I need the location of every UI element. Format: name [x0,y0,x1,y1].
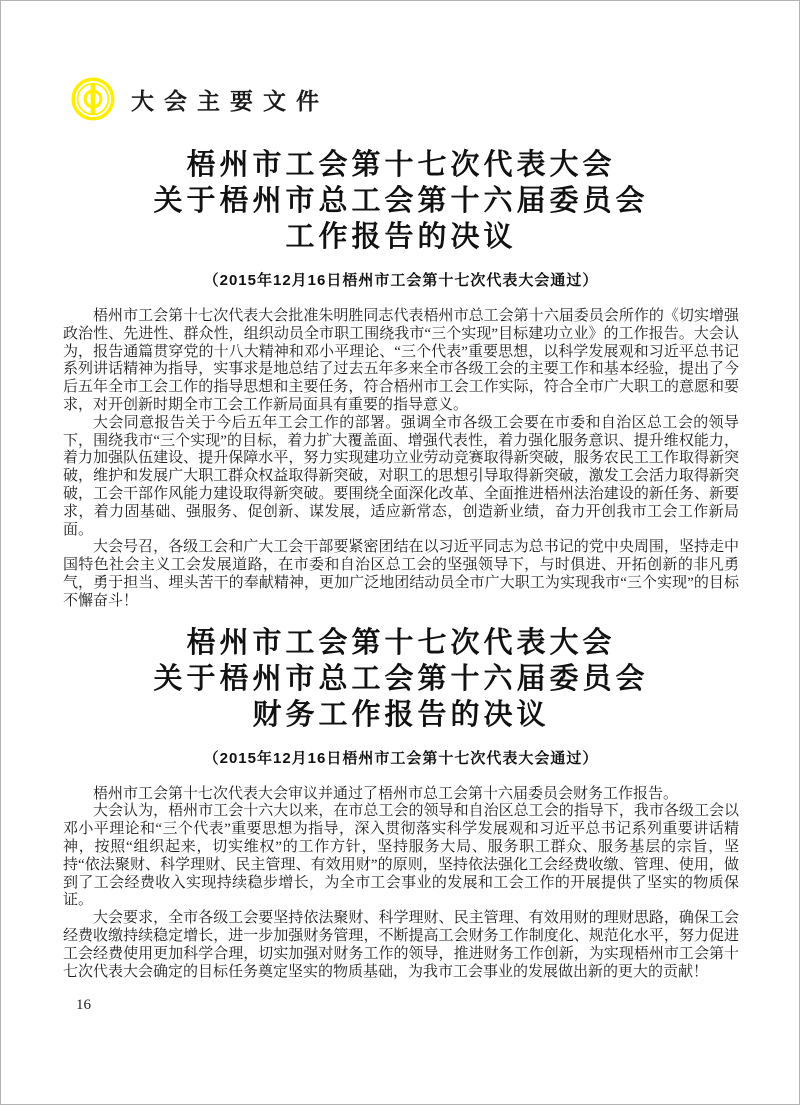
doc1-date-line: （2015年12月16日梧州市工会第十七次代表大会通过） [203,272,599,289]
page-number: 16 [76,997,91,1014]
doc2-paragraph-2: 大会认为，梧州市工会十六大以来，在市总工会的领导和自治区总工会的指导下，我市各级工会以邓小平理论和“三个代表”重要思想为指导，深入贯彻落实科学发展观和习近平总书记系列重要讲话精神，按照“组织起来，切实维权”的工作方针，坚持服务大局、服务职工群众、服务基层的宗旨，坚持“依法聚财、科学理财、民主管理、有效用财”的原则，坚持依法强化工会经费收缴、管理、使用，做到了工会经费收入实现持续稳步增长，为全市工会事业的发展和工会工作的开展提供了坚实的物质保证。 [63,803,739,909]
doc1-paragraph-3: 大会号召，各级工会和广大工会干部要紧密团结在以习近平同志为总书记的党中央周围，坚持走中国特色社会主义工会发展道路，在市委和自治区总工会的坚强领导下，与时俱进、开拓创新的非凡勇气，勇于担当、埋头苦干的奉献精神，更加广泛地团结动员全市广大职工为实现我市“三个实现”的目标不懈奋斗！ [63,539,739,609]
doc2-date-line: （2015年12月16日梧州市工会第十七次代表大会通过） [203,749,599,767]
doc1-title [63,147,739,255]
doc1-paragraph-1: 梧州市工会第十七次代表大会批准朱明胜同志代表梧州市总工会第十六届委员会所作的《切实增强政治性、先进性、群众性，组织动员全市职工围绕我市“三个实现”目标建功立业》的工作报告。大会认为，报告通篇贯穿党的十八大精神和邓小平理论、“三个代表”重要思想，以科学发展观和习近平总书记系列讲话精神为指导，实事求是地总结了过去五年多来全市各级工会的主要工作和基本经验，提出了今后五年全市工会工作的指导思想和主要任务，符合梧州市工会工作实际，符合全市广大职工的意愿和要求，对开创新时期全市工会工作新局面具有重要的指导意义。 [63,308,739,413]
page-header [71,77,329,121]
trade-union-emblem-icon [71,77,115,121]
doc1-title-line-3: 工作报告的决议 [285,221,517,253]
resolution-doc-finance-report [63,625,739,982]
doc2-body [63,786,739,982]
doc1-title-line-1: 梧州市工会第十七次代表大会 [186,149,616,181]
doc2-title [63,625,739,733]
doc2-title-line-2: 关于梧州市总工会第十六届委员会 [153,662,649,695]
doc2-title-line-3: 财务工作报告的决议 [252,698,550,731]
doc2-paragraph-1: 梧州市工会第十七次代表大会审议并通过了梧州市总工会第十六届委员会财务工作报告。 [93,785,679,802]
doc1-title-line-2: 关于梧州市总工会第十六届委员会 [153,185,649,217]
doc1-paragraph-2: 大会同意报告关于今后五年工会工作的部署。强调全市各级工会要在市委和自治区总工会的领导下，围绕我市“三个实现”的目标，着力扩大覆盖面、增强代表性，着力强化服务意识、提升维权能力，着力加强队伍建设、提升保障水平，努力实现建功立业劳动竞赛取得新突破，服务农民工工作取得新突破，维护和发展广大职工群众权益取得新突破，对职工的思想引导取得新突破，激发工会活力取得新突破，工会干部作风能力建设取得新突破。要围绕全面深化改革、全面推进梧州法治建设的新任务、新要求，着力固基础、强服务、促创新、谋发展，适应新常态，创造新业绩，奋力开创我市工会工作新局面。 [63,414,739,538]
doc2-paragraph-3: 大会要求，全市各级工会要坚持依法聚财、科学理财、民主管理、有效用财的理财思路，确保工会经费收缴持续稳定增长，进一步加强财务管理，不断提高工会财务工作制度化、规范化水平，努力促进工会经费使用更加科学合理，切实加强对财务工作的领导，推进财务工作创新，为实现梧州市工会第十七次代表大会确定的目标任务奠定坚实的物质基础，为我市工会事业的发展做出新的更大的贡献！ [63,910,739,980]
resolution-doc-work-report [63,147,739,611]
doc2-title-line-1: 梧州市工会第十七次代表大会 [186,626,616,659]
page-content [63,147,739,1014]
doc1-body [63,308,739,611]
section-header-title: 大会主要文件 [131,88,329,114]
